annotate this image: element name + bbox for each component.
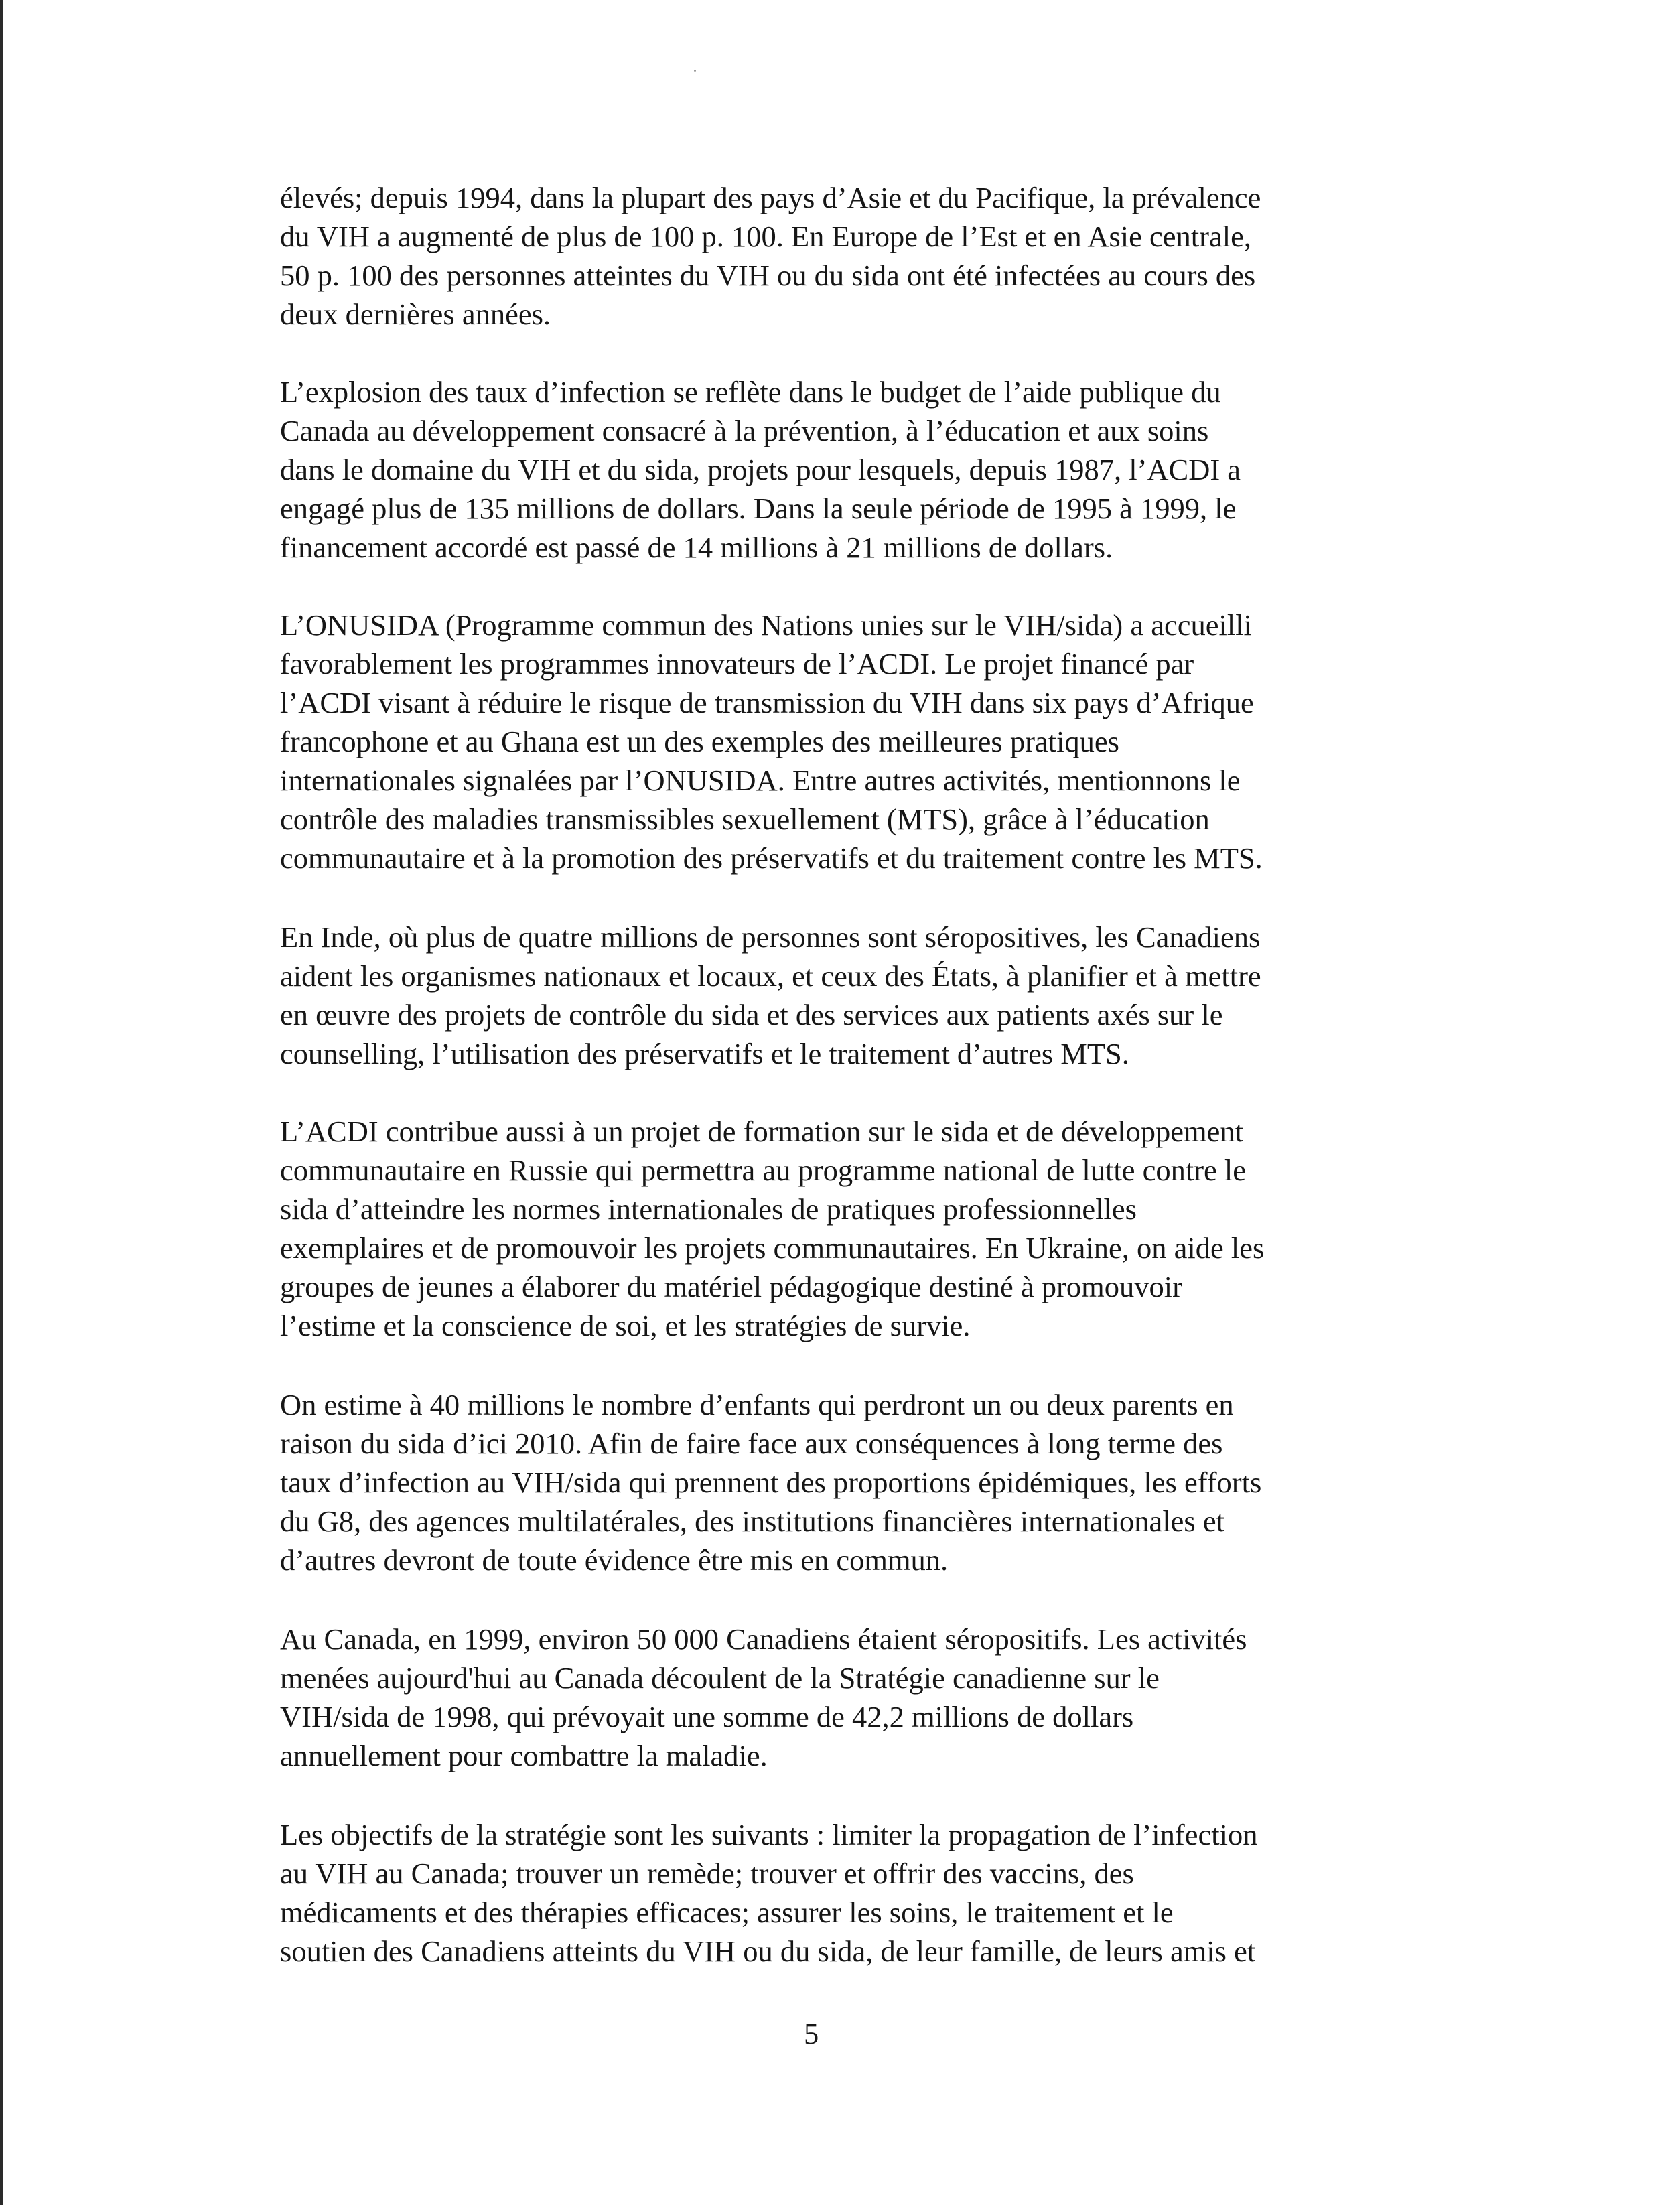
text-line: L’ONUSIDA (Programme commun des Nations unies sur le VIH/sida) a accueilli <box>280 608 1252 642</box>
text-line: Les objectifs de la stratégie sont les suivants : limiter la propagation de l’infection <box>280 1818 1258 1851</box>
text-line: aident les organismes nationaux et locaux, et ceux des États, à planifier et à mettre <box>280 959 1261 993</box>
text-line: dans le domaine du VIH et du sida, projets pour lesquels, depuis 1987, l’ACDI a <box>280 453 1241 486</box>
text-line: médicaments et des thérapies efficaces; assurer les soins, le traitement et le <box>280 1896 1174 1929</box>
text-line: du VIH a augmenté de plus de 100 p. 100. En Europe de l’Est et en Asie centrale, <box>280 220 1251 253</box>
text-line: au VIH au Canada; trouver un remède; trouver et offrir des vaccins, des <box>280 1857 1134 1890</box>
text-line: L’explosion des taux d’infection se reflète dans le budget de l’aide publique du <box>280 375 1221 409</box>
text-line: sida d’atteindre les normes internationales de pratiques professionnelles <box>280 1192 1137 1226</box>
page-number: 5 <box>804 2017 819 2050</box>
paragraph-3 <box>280 606 1419 877</box>
text-line: groupes de jeunes a élaborer du matériel pédagogique destiné à promouvoir <box>280 1270 1182 1303</box>
text-line: élevés; depuis 1994, dans la plupart des pays d’Asie et du Pacifique, la prévalence <box>280 181 1261 214</box>
text-line: counselling, l’utilisation des préservatifs et le traitement d’autres MTS. <box>280 1037 1129 1070</box>
text-line: 50 p. 100 des personnes atteintes du VIH ou du sida ont été infectées au cours des <box>280 259 1256 292</box>
text-line: favorablement les programmes innovateurs de l’ACDI. Le projet financé par <box>280 647 1194 681</box>
paragraph-5 <box>280 1112 1419 1345</box>
text-line: d’autres devront de toute évidence être mis en commun. <box>280 1543 949 1577</box>
paragraph-7 <box>280 1620 1419 1775</box>
text-line: contrôle des maladies transmissibles sexuellement (MTS), grâce à l’éducation <box>280 802 1210 836</box>
paragraph-8 <box>280 1815 1419 1971</box>
text-line: internationales signalées par l’ONUSIDA. Entre autres activités, mentionnons le <box>280 764 1241 797</box>
text-line: menées aujourd'hui au Canada découlent de la Stratégie canadienne sur le <box>280 1661 1160 1695</box>
text-line: annuellement pour combattre la maladie. <box>280 1739 768 1772</box>
text-line: L’ACDI contribue aussi à un projet de formation sur le sida et de développement <box>280 1115 1244 1148</box>
text-line: francophone et au Ghana est un des exemples des meilleures pratiques <box>280 725 1119 758</box>
text-line: taux d’infection au VIH/sida qui prennent des proportions épidémiques, les efforts <box>280 1466 1262 1499</box>
text-line: Au Canada, en 1999, environ 50 000 Canadiens étaient séropositifs. Les activités <box>280 1622 1247 1656</box>
text-line: deux dernières années. <box>280 297 551 331</box>
text-line: exemplaires et de promouvoir les projets communautaires. En Ukraine, on aide les <box>280 1231 1265 1265</box>
text-line: En Inde, où plus de quatre millions de personnes sont séropositives, les Canadiens <box>280 920 1261 954</box>
text-line: du G8, des agences multilatérales, des institutions financières internationales et <box>280 1504 1224 1538</box>
paragraph-2 <box>280 372 1419 567</box>
text-line: financement accordé est passé de 14 millions à 21 millions de dollars. <box>280 530 1113 564</box>
paragraph-4 <box>280 918 1419 1073</box>
text-line: VIH/sida de 1998, qui prévoyait une somme de 42,2 millions de dollars <box>280 1700 1134 1733</box>
text-line: l’ACDI visant à réduire le risque de transmission du VIH dans six pays d’Afrique <box>280 686 1254 719</box>
paragraph-6 <box>280 1385 1419 1579</box>
text-line: l’estime et la conscience de soi, et les stratégies de survie. <box>280 1309 971 1342</box>
text-line: Canada au développement consacré à la prévention, à l’éducation et aux soins <box>280 414 1209 447</box>
text-line: en œuvre des projets de contrôle du sida et des services aux patients axés sur le <box>280 998 1223 1032</box>
text-line: soutien des Canadiens atteints du VIH ou du sida, de leur famille, de leurs amis et <box>280 1934 1256 1968</box>
text-line: raison du sida d’ici 2010. Afin de faire face aux conséquences à long terme des <box>280 1427 1223 1460</box>
text-line: communautaire et à la promotion des préservatifs et du traitement contre les MTS. <box>280 841 1263 875</box>
text-line: communautaire en Russie qui permettra au programme national de lutte contre le <box>280 1153 1247 1187</box>
paragraph-1 <box>280 178 1419 334</box>
text-line: On estime à 40 millions le nombre d’enfants qui perdront un ou deux parents en <box>280 1388 1234 1421</box>
text-line: engagé plus de 135 millions de dollars. Dans la seule période de 1995 à 1999, le <box>280 492 1237 525</box>
